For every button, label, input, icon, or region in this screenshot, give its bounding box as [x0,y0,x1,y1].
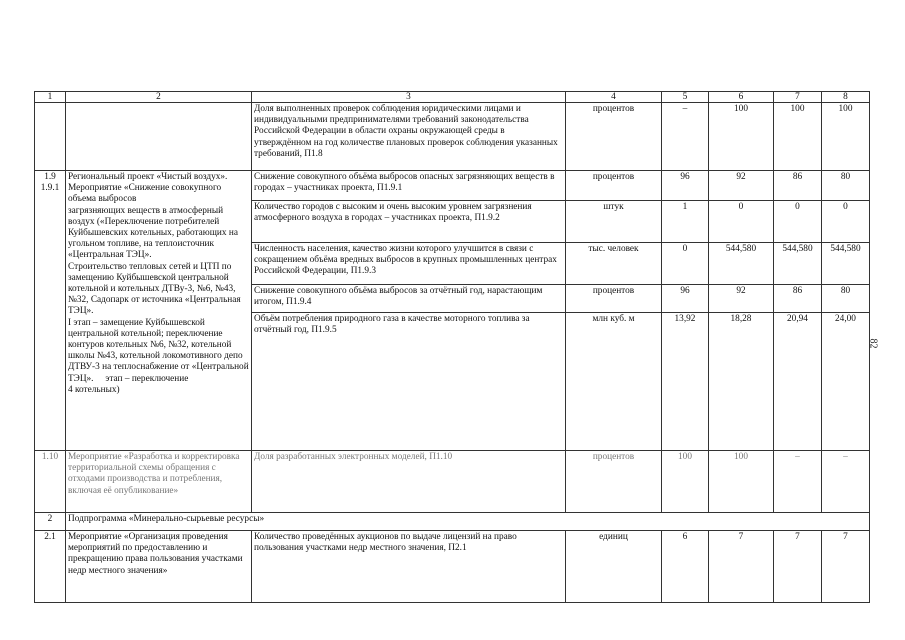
value-cell: 92 [709,285,774,313]
subprogram-title: Подпрограмма «Минерально-сырьевые ресурсы» [66,513,870,531]
header-cell: 6 [709,92,774,103]
unit-cell: процентов [566,171,662,201]
subprogram-row [35,513,870,531]
value-cell: 80 [822,171,870,201]
unit-cell: млн куб. м [566,313,662,451]
indicator-cell: Доля выполненных проверок соблюдения юридическими лицами и индивидуальными предпринимателями требований законодательства Российской Федерации в области охраны окружающей среды в утверждённом на год количестве плановых проверок соблюдения указанных требований, П1.8 [252,103,566,171]
page-number: 82 [867,338,879,349]
value-cell: – [662,103,709,171]
value-cell: 100 [662,451,709,513]
header-cell: 5 [662,92,709,103]
table-row [35,451,870,513]
value-cell: 96 [662,171,709,201]
value-cell: 544,580 [822,243,870,285]
row-number-cell: 1.10 [35,451,66,513]
value-cell: 100 [822,103,870,171]
value-cell: – [774,451,822,513]
unit-cell: процентов [566,285,662,313]
indicator-cell: Снижение совокупного объёма выбросов опасных загрязняющих веществ в городах – участниках проекта, П1.9.1 [252,171,566,201]
value-cell: 7 [774,531,822,603]
value-cell: 92 [709,171,774,201]
value-cell: 24,00 [822,313,870,451]
value-cell: – [822,451,870,513]
value-cell: 18,28 [709,313,774,451]
value-cell: 544,580 [709,243,774,285]
value-cell: 100 [774,103,822,171]
value-cell: 0 [774,201,822,243]
value-cell: 544,580 [774,243,822,285]
table-cell [35,103,66,171]
header-cell: 1 [35,92,66,103]
unit-cell: процентов [566,451,662,513]
row-number-cell: 1.9 1.9.1 [35,171,66,451]
header-cell: 4 [566,92,662,103]
indicator-cell: Снижение совокупного объёма выбросов за отчётный год, нарастающим итогом, П1.9.4 [252,285,566,313]
header-row [35,92,870,103]
value-cell: 1 [662,201,709,243]
row-number-cell: 2 [35,513,66,531]
value-cell: 0 [709,201,774,243]
indicator-cell: Количество городов с высоким и очень высоким уровнем загрязнения атмосферного воздуха в городах – участниках проекта, П1.9.2 [252,201,566,243]
measure-cell: Региональный проект «Чистый воздух». Мероприятие «Снижение совокупного объема выбросов загрязняющих веществ в атмосферный воздух («Переключение потребителей Куйбышевских котельных, работающих на угольном топливе, на теплоисточник «Центральная ТЭЦ». Строительство тепловых сетей и ЦТП по замещению Куйбышевской центральной котельной и котельных ДТВу-3, №6, №43, №32, Садопарк от источника «Центральная ТЭЦ». I этап – замещение Куйбышевской центральной котельной; переключение контуров котельных №6, №32, котельной школы №43, котельной локомотивного депо ДТВУ-3 на теплоснабжение от «Центральной ТЭЦ». этап – переключение 4 котельных) [66,171,252,451]
value-cell: 6 [662,531,709,603]
value-cell: 80 [822,285,870,313]
row-number-cell: 2.1 [35,531,66,603]
unit-cell: процентов [566,103,662,171]
unit-cell: единиц [566,531,662,603]
value-cell: 7 [709,531,774,603]
value-cell: 100 [709,451,774,513]
indicator-cell: Доля разработанных электронных моделей, П1.10 [252,451,566,513]
header-cell: 3 [252,92,566,103]
unit-cell: штук [566,201,662,243]
unit-cell: тыс. человек [566,243,662,285]
value-cell: 86 [774,285,822,313]
measure-cell: Мероприятие «Организация проведения мероприятий по предоставлению и прекращению права пользования участками недр местного значения» [66,531,252,603]
indicators-table [34,91,870,603]
value-cell: 100 [709,103,774,171]
value-cell: 0 [822,201,870,243]
value-cell: 20,94 [774,313,822,451]
table-cell [66,103,252,171]
table-row [35,171,870,201]
table-row [35,103,870,171]
value-cell: 13,92 [662,313,709,451]
table-row [35,531,870,603]
header-cell: 7 [774,92,822,103]
indicator-cell: Объём потребления природного газа в качестве моторного топлива за отчётный год, П1.9.5 [252,313,566,451]
value-cell: 0 [662,243,709,285]
value-cell: 86 [774,171,822,201]
value-cell: 7 [822,531,870,603]
measure-cell: Мероприятие «Разработка и корректировка территориальной схемы обращения с отходами производства и потребления, включая её опубликование» [66,451,252,513]
value-cell: 96 [662,285,709,313]
indicator-cell: Количество проведённых аукционов по выдаче лицензий на право пользования участками недр местного значения, П2.1 [252,531,566,603]
indicator-cell: Численность населения, качество жизни которого улучшится в связи с сокращением объёма вредных выбросов в крупных промышленных центрах Российской Федерации, П1.9.3 [252,243,566,285]
header-cell: 2 [66,92,252,103]
header-cell: 8 [822,92,870,103]
